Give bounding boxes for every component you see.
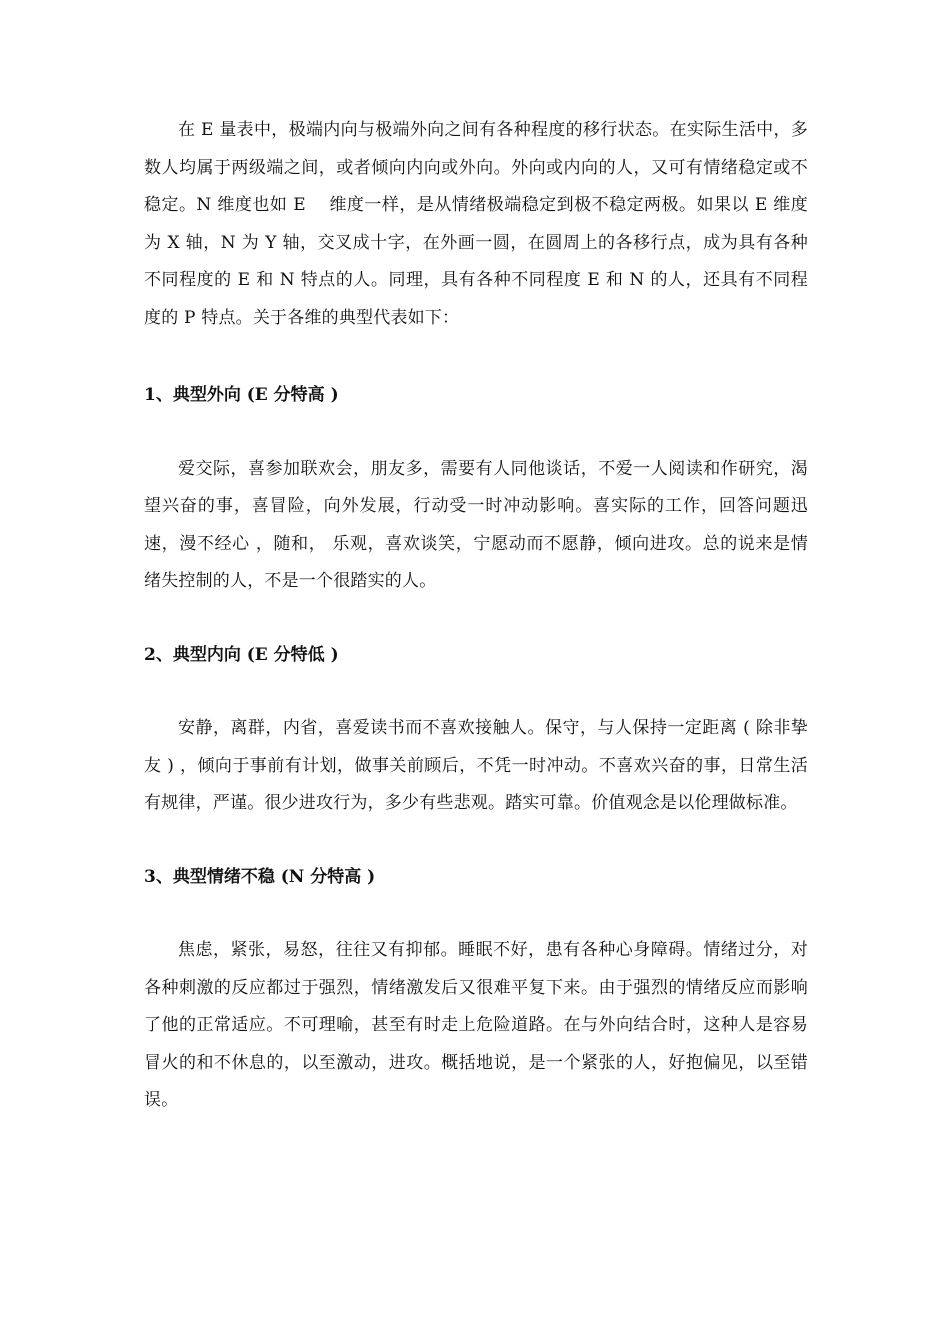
spacer <box>144 896 808 932</box>
spacer <box>144 601 808 637</box>
section-heading-extravert: 1、典型外向 (E 分特高 ) <box>144 385 339 405</box>
section-body-introvert: 安静，离群，内省，喜爱读书而不喜欢接触人。保守，与人保持一定距离 ( 除非挚友 ) ，倾向于事前有计划，做事关前顾后，不凭一时冲动。不喜欢兴奋的事，日常生活有规律，严谨。很少进攻行为，多少有些悲观。踏实可靠。价值观念是以伦理做标准。 <box>144 718 808 813</box>
spacer <box>144 337 808 377</box>
spacer <box>144 823 808 859</box>
section-body-neurotic: 焦虑，紧张，易怒，往往又有抑郁。睡眠不好，患有各种心身障碍。情绪过分，对各种刺激的反应都过于强烈，情绪激发后又很难平复下来。由于强烈的情绪反应而影响了他的正常适应。不可理喻，甚至有时走上危险道路。在与外向结合时，这种人是容易冒火的和不休息的，以至激动，进攻。概括地说，是一个紧张的人，好抱偏见，以至错误。 <box>144 940 808 1110</box>
spacer <box>144 415 808 451</box>
section-body-extravert: 爱交际，喜参加联欢会，朋友多，需要有人同他谈话，不爱一人阅读和作研究，渴望兴奋的事，喜冒险，向外发展，行动受一时冲动影响。喜实际的工作，回答问题迅速，漫不经心 ，随和， 乐观，喜欢谈笑，宁愿动而不愿静，倾向进攻。总的说来是情绪失控制的人，不是一个很踏实的人。 <box>144 458 808 591</box>
section-heading-neurotic: 3、典型情绪不稳 (N 分特高 ) <box>144 866 376 887</box>
section-heading-introvert: 2、典型内向 (E 分特低 ) <box>144 644 339 665</box>
spacer <box>144 674 808 710</box>
intro-paragraph: 在 E 量表中，极端内向与极端外向之间有各种程度的移行状态。在实际生活中，多数人均属于两级端之间，或者倾向内向或外向。外向或内向的人，又可有情绪稳定或不稳定。N 维度也如 E 维度一样，是从情绪极端稳定到极不稳定两极。如果以 E 维度为 X 轴，N 为 Y 轴，交叉成十字，在外画一圆，在圆周上的各移行点，成为具有各种不同程度的 E 和 N 特点的人。同理，具有各种不同程度 E 和 N 的人，还具有不同程度的 P 特点。关于各维的典型代表如下： <box>144 120 808 328</box>
document-page <box>144 112 808 1120</box>
